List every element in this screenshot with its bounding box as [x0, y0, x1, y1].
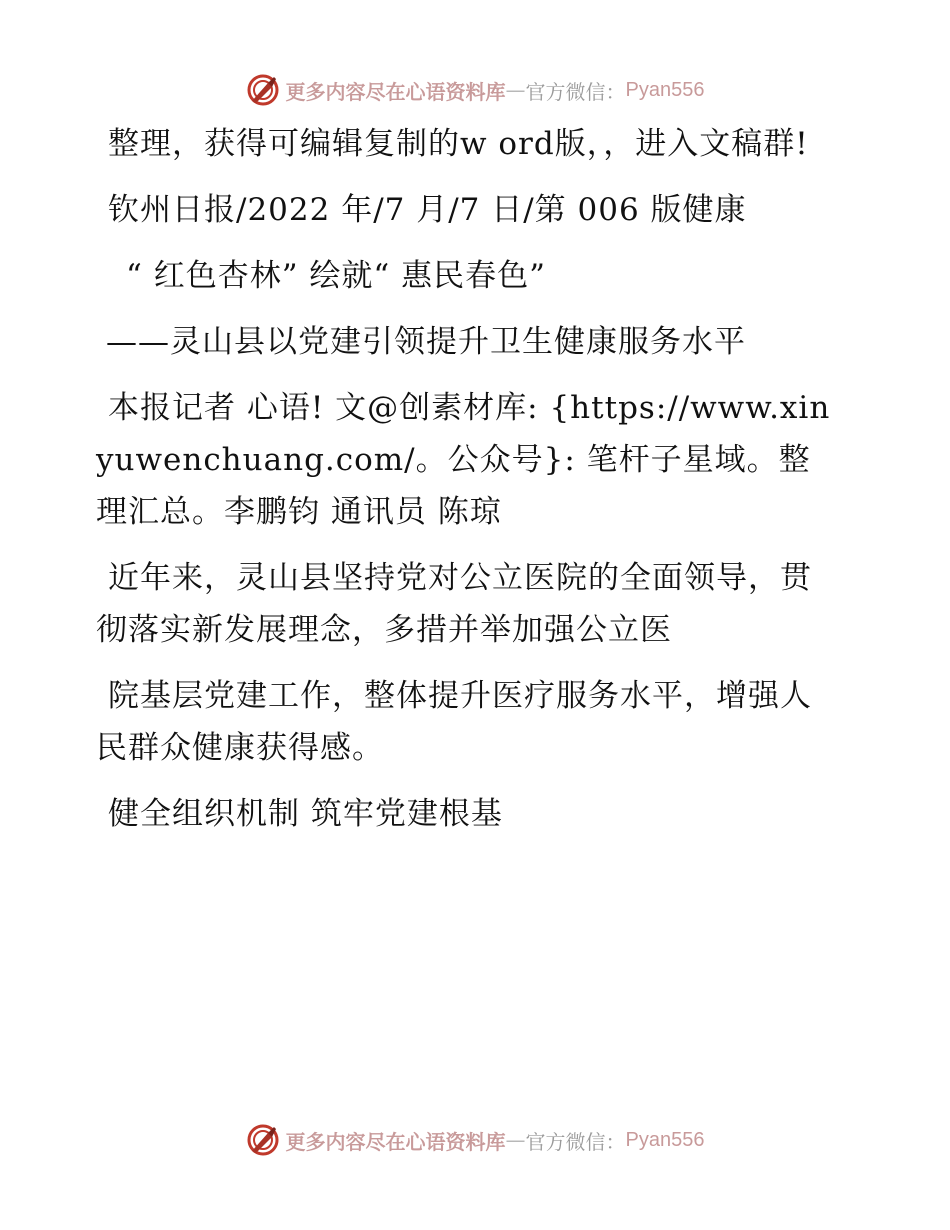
banner-separator: —: [505, 78, 526, 102]
banner-contact-id: Pyan556: [625, 1128, 705, 1151]
brand-logo-icon: [246, 1123, 280, 1157]
publication-info: 钦州日报/2022 年/7 月/7 日/第 006 版健康: [108, 192, 747, 228]
body-paragraph: 近年来，灵山县坚持党对公立医院的全面领导，贯彻落实新发展理念，多措并举加强公立医: [96, 560, 812, 648]
banner-main-text: 更多内容尽在心语资料库: [285, 79, 506, 104]
intro-paragraph: 整理，获得可编辑复制的w ord版，，进入文稿群!: [108, 126, 809, 162]
brand-logo-icon: [246, 73, 280, 107]
article-title: “ 红色杏林” 绘就“ 惠民春色”: [126, 258, 546, 294]
article-subtitle: ——灵山县以党建引领提升卫生健康服务水平: [106, 324, 746, 360]
banner-contact-label: 官方微信：: [525, 79, 626, 104]
banner-main-text: 更多内容尽在心语资料库: [285, 1129, 506, 1154]
footer-banner: [0, 1118, 950, 1162]
body-paragraph: 院基层党建工作，整体提升医疗服务水平，增强人民群众健康获得感。: [96, 678, 812, 766]
section-heading: 健全组织机制 筑牢党建根基: [108, 796, 503, 832]
banner-contact-id: Pyan556: [625, 78, 705, 101]
document-body: [96, 118, 836, 854]
banner-contact-label: 官方微信：: [525, 1129, 626, 1154]
banner-separator: —: [505, 1128, 526, 1152]
byline: 本报记者 心语! 文@创素材库: {https://www.xinyuwenchuang.com/。公众号}: 笔杆子星域。整理汇总。李鹏钧 通讯员 陈琼: [96, 390, 831, 530]
header-banner: [0, 68, 950, 112]
